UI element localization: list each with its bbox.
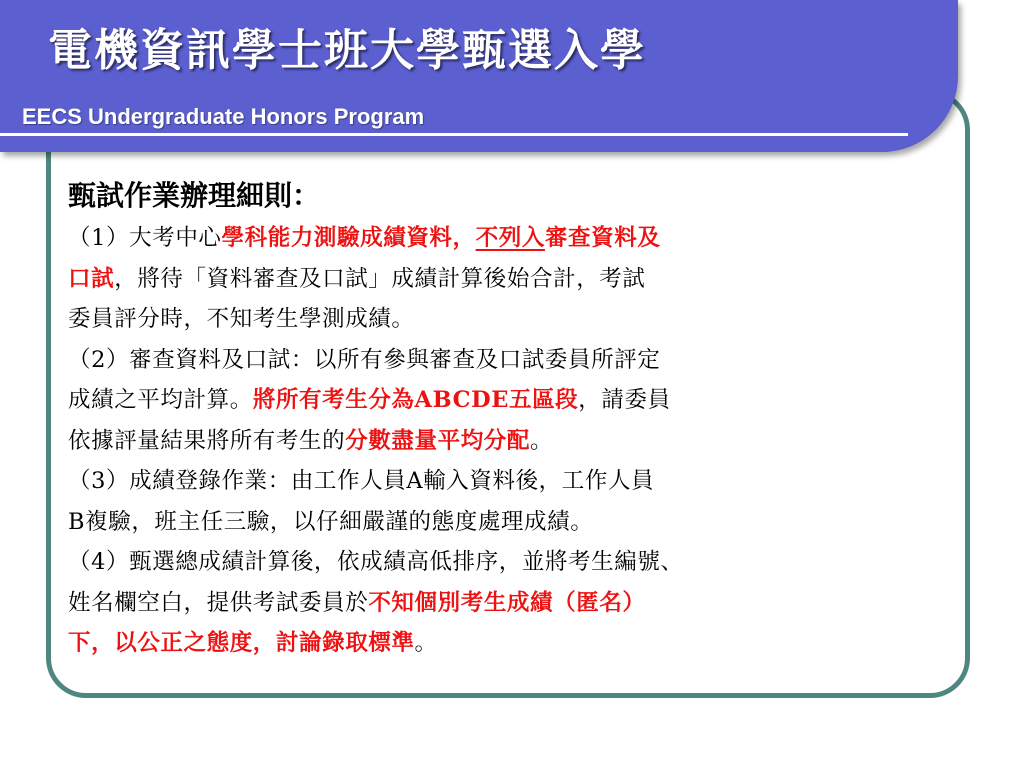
emphasis-text: 分數盡量平均分配 [345,427,531,454]
body-text-segment: （4）甄選總成績計算後，依成績高低排序，並將考生編號、 [68,549,684,575]
text-line [68,583,968,624]
emphasis-underlined-text: 不列入 [475,225,545,251]
emphasis-text: 下，以公正之態度，討論錄取標準 [68,630,415,656]
body-text-segment: 依據評量結果將所有考生的 [68,427,346,454]
slide-title: 電機資訊學士班大學甄選入學 [48,25,646,76]
text-line [68,623,968,664]
rules-list [68,218,968,664]
text-line [68,542,968,583]
body-text [68,176,968,664]
body-text-segment: 成績之平均計算。 [68,387,253,413]
body-text-segment: 委員評分時，不知考生學測成績。 [68,306,415,332]
text-line [68,461,968,502]
emphasis-text: 學科能力測驗成績資料， [221,225,476,251]
body-text-segment: 姓名欄空白，提供考試委員於 [68,589,369,616]
body-text-segment: ，將待「資料審查及口試」成績計算後始合計，考試 [114,265,646,292]
body-text-segment: 。 [530,427,554,454]
body-text-segment: ，請委員 [578,387,671,413]
text-line [68,340,968,381]
body-text-segment: 。 [414,630,438,656]
title-underline [0,133,908,136]
text-line [68,299,968,340]
text-line [68,502,968,543]
text-line [68,380,968,421]
emphasis-text: 口試 [68,265,115,292]
body-text-segment: B複驗，班主任三驗，以仔細嚴謹的態度處理成績。 [68,508,594,535]
section-heading: 甄試作業辦理細則： [68,179,321,212]
text-line [68,259,968,300]
body-text-segment: （1）大考中心 [68,225,222,251]
text-line [68,421,968,462]
body-text-segment: （3）成績登錄作業：由工作人員A輸入資料後，工作人員 [68,468,655,494]
emphasis-text: 將所有考生分為ABCDE五區段 [252,387,579,413]
emphasis-text: 審查資料及 [544,225,661,251]
slide-subtitle: EECS Undergraduate Honors Program [22,104,425,129]
title-banner [0,0,958,152]
body-text-segment: （2）審查資料及口試：以所有參與審查及口試委員所評定 [68,346,661,373]
text-line [68,218,968,259]
emphasis-text: 不知個別考生成績（匿名） [368,589,646,616]
